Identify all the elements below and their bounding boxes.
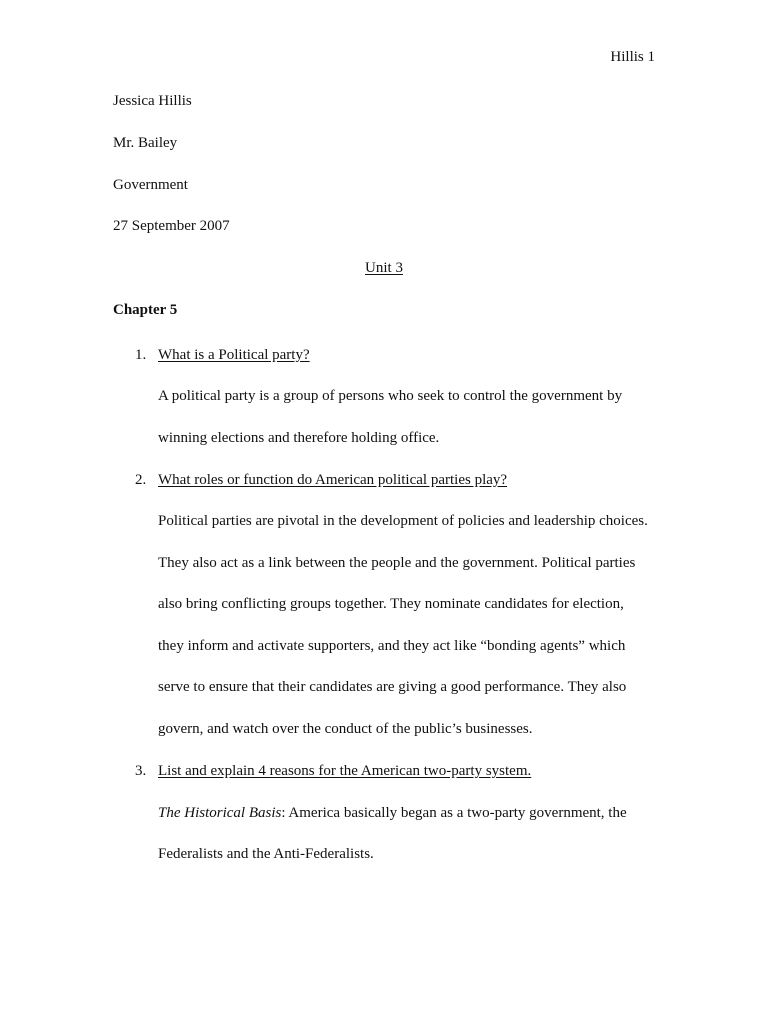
question-text: What is a Political party?	[158, 347, 310, 363]
question-number: 1.	[135, 347, 147, 363]
chapter-heading: Chapter 5	[113, 302, 178, 318]
document-date: 27 September 2007	[113, 218, 230, 234]
answer-line: serve to ensure that their candidates are giving a good performance. They also	[158, 679, 627, 695]
answer-line: A political party is a group of persons who seek to control the government by	[158, 388, 623, 404]
answer-line: they inform and activate supporters, and they act like “bonding agents” which	[158, 638, 626, 654]
answer-line: winning elections and therefore holding office.	[158, 430, 440, 446]
answer-term: The Historical Basis	[158, 805, 282, 821]
answer-line: govern, and watch over the conduct of the public’s businesses.	[158, 721, 533, 737]
answer-text: : America basically began as a two-party government, the	[281, 805, 627, 821]
answer-line: also bring conflicting groups together. They nominate candidates for election,	[158, 596, 624, 612]
page-header: Hillis 1	[610, 49, 655, 65]
student-name: Jessica Hillis	[113, 93, 192, 109]
question-text: What roles or function do American political parties play?	[158, 472, 508, 488]
answer-line: They also act as a link between the people and the government. Political parties	[158, 555, 636, 571]
question-number: 2.	[135, 472, 147, 488]
answer-line: Political parties are pivotal in the development of policies and leadership choices.	[158, 513, 648, 529]
question-text: List and explain 4 reasons for the American two-party system.	[158, 763, 532, 779]
page-title: Unit 3	[365, 260, 403, 276]
answer-line: Federalists and the Anti-Federalists.	[158, 846, 374, 862]
question-number: 3.	[135, 763, 147, 779]
teacher-name: Mr. Bailey	[113, 135, 178, 151]
course-name: Government	[113, 177, 188, 193]
answer-line	[158, 803, 627, 823]
